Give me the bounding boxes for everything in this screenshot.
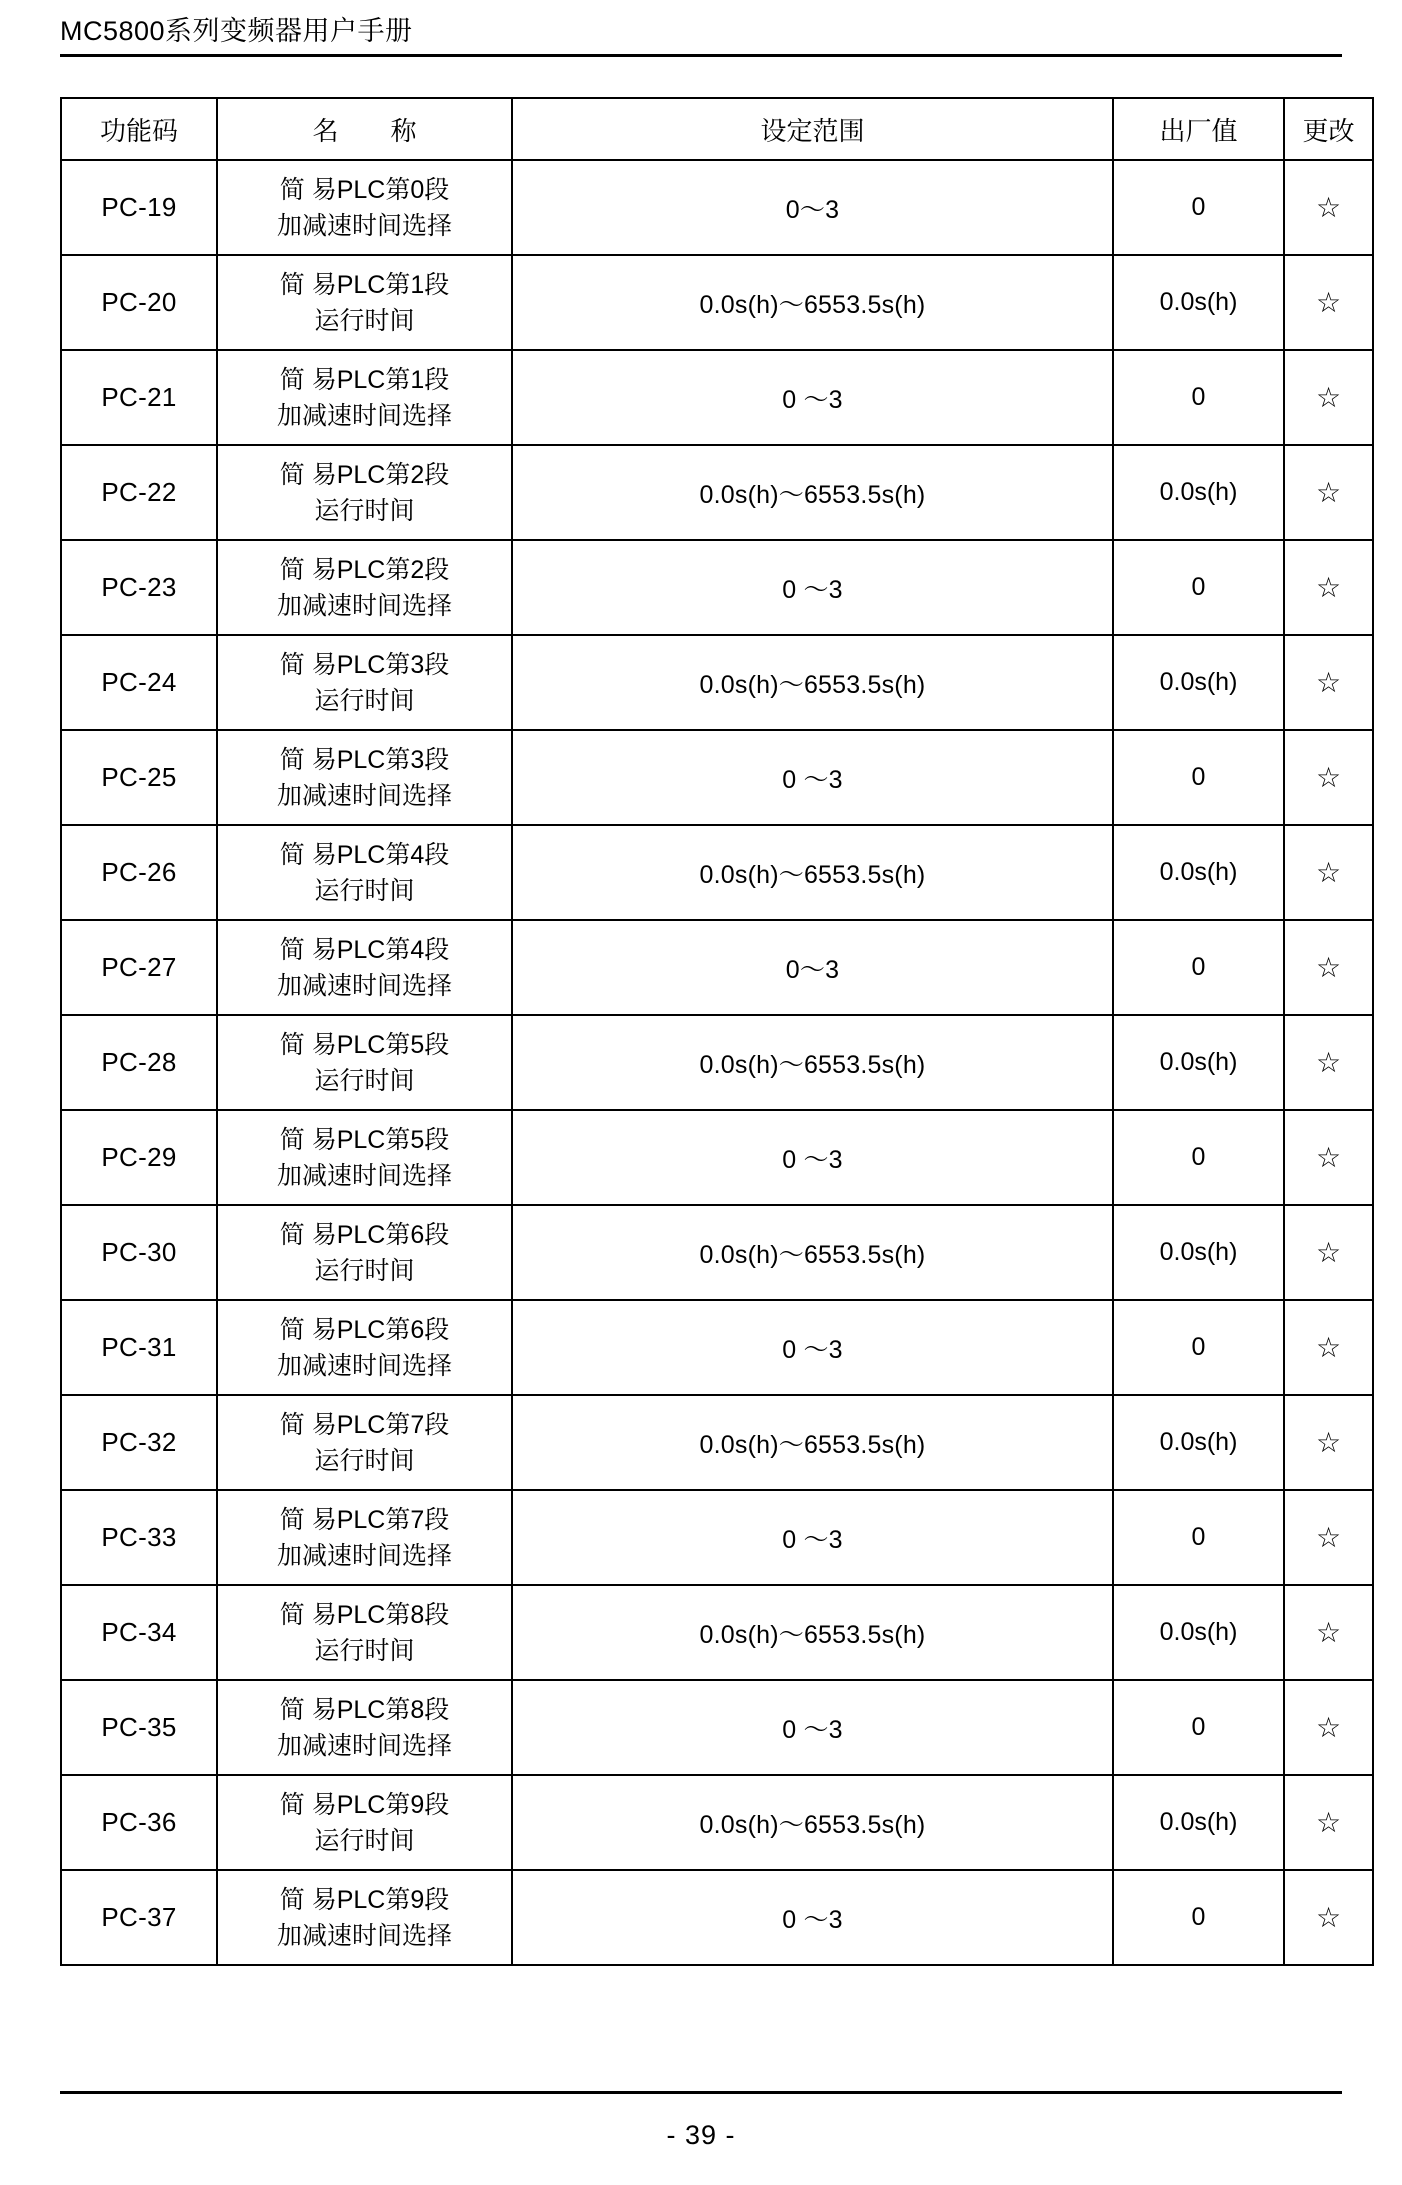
table-row [61,1205,1373,1300]
cell-function-code: PC-37 [61,1870,217,1965]
cell-name-line-1: 简 易PLC第4段 [279,935,450,964]
cell-setting-range: 0 ～3 [512,730,1113,825]
page-number: - 39 - [666,2120,736,2150]
cell-name [217,255,512,350]
cell-factory-value: 0.0s(h) [1113,1015,1284,1110]
cell-name [217,635,512,730]
cell-factory-value: 0.0s(h) [1113,635,1284,730]
table-row [61,635,1373,730]
cell-setting-range: 0 ～3 [512,1870,1113,1965]
cell-modify-symbol: ☆ [1284,1110,1373,1205]
cell-factory-value: 0 [1113,1680,1284,1775]
table-row [61,1300,1373,1395]
cell-factory-value: 0 [1113,350,1284,445]
cell-setting-range: 0 ～3 [512,350,1113,445]
table-row [61,160,1373,255]
cell-name [217,1300,512,1395]
cell-name-line-2: 加减速时间选择 [276,1161,452,1190]
cell-setting-range: 0.0s(h)～6553.5s(h) [512,255,1113,350]
cell-setting-range: 0.0s(h)～6553.5s(h) [512,1395,1113,1490]
cell-name-line-2: 加减速时间选择 [276,971,452,1000]
cell-name-line-1: 简 易PLC第2段 [279,555,450,584]
table-row [61,730,1373,825]
table-row [61,1490,1373,1585]
cell-factory-value: 0.0s(h) [1113,1395,1284,1490]
column-header-factory-value: 出厂值 [1113,98,1284,160]
table-body [61,160,1373,1965]
cell-modify-symbol: ☆ [1284,1870,1373,1965]
cell-name-line-1: 简 易PLC第3段 [279,650,450,679]
column-header-modify: 更改 [1284,98,1373,160]
cell-function-code: PC-28 [61,1015,217,1110]
page-footer [60,2091,1342,2151]
cell-factory-value: 0 [1113,920,1284,1015]
cell-name-line-2: 加减速时间选择 [276,1351,452,1380]
cell-function-code: PC-30 [61,1205,217,1300]
cell-name [217,1585,512,1680]
cell-name-line-1: 简 易PLC第6段 [279,1315,450,1344]
cell-function-code: PC-20 [61,255,217,350]
footer-divider [60,2091,1342,2094]
table-row [61,1585,1373,1680]
cell-name [217,350,512,445]
cell-name-line-2: 加减速时间选择 [276,1921,452,1950]
cell-function-code: PC-21 [61,350,217,445]
cell-function-code: PC-31 [61,1300,217,1395]
header-divider [60,54,1342,57]
cell-modify-symbol: ☆ [1284,1300,1373,1395]
cell-function-code: PC-23 [61,540,217,635]
cell-name-line-1: 简 易PLC第5段 [279,1030,450,1059]
cell-function-code: PC-25 [61,730,217,825]
cell-function-code: PC-27 [61,920,217,1015]
cell-name-line-1: 简 易PLC第9段 [279,1885,450,1914]
cell-name [217,1490,512,1585]
cell-setting-range: 0.0s(h)～6553.5s(h) [512,445,1113,540]
cell-name-line-2: 运行时间 [314,1636,415,1665]
table-row [61,255,1373,350]
cell-setting-range: 0 ～3 [512,1680,1113,1775]
cell-name-line-1: 简 易PLC第4段 [279,840,450,869]
cell-function-code: PC-35 [61,1680,217,1775]
cell-modify-symbol: ☆ [1284,825,1373,920]
cell-name-line-1: 简 易PLC第9段 [279,1790,450,1819]
cell-factory-value: 0.0s(h) [1113,1205,1284,1300]
document-title: MC5800系列变频器用户手册 [60,16,413,46]
cell-name-line-1: 简 易PLC第3段 [279,745,450,774]
cell-factory-value: 0 [1113,1490,1284,1585]
cell-name-line-1: 简 易PLC第5段 [279,1125,450,1154]
cell-name-line-1: 简 易PLC第8段 [279,1695,450,1724]
cell-name [217,1680,512,1775]
cell-function-code: PC-19 [61,160,217,255]
cell-modify-symbol: ☆ [1284,540,1373,635]
cell-setting-range: 0 ～3 [512,1490,1113,1585]
cell-name [217,540,512,635]
cell-factory-value: 0 [1113,540,1284,635]
cell-name-line-2: 运行时间 [314,1826,415,1855]
cell-factory-value: 0.0s(h) [1113,1775,1284,1870]
table-row [61,1870,1373,1965]
cell-modify-symbol: ☆ [1284,1490,1373,1585]
cell-name-line-2: 加减速时间选择 [276,401,452,430]
cell-name [217,825,512,920]
cell-factory-value: 0 [1113,1300,1284,1395]
cell-setting-range: 0.0s(h)～6553.5s(h) [512,1205,1113,1300]
cell-name [217,1015,512,1110]
cell-factory-value: 0 [1113,730,1284,825]
table-row [61,1775,1373,1870]
table-header [61,98,1373,160]
cell-modify-symbol: ☆ [1284,255,1373,350]
cell-modify-symbol: ☆ [1284,920,1373,1015]
cell-name-line-1: 简 易PLC第7段 [279,1410,450,1439]
parameter-table [60,97,1374,1966]
cell-name [217,1395,512,1490]
cell-function-code: PC-33 [61,1490,217,1585]
cell-modify-symbol: ☆ [1284,635,1373,730]
cell-name [217,445,512,540]
table-row [61,825,1373,920]
column-header-name: 名 称 [217,98,512,160]
table-row [61,350,1373,445]
cell-name [217,1775,512,1870]
cell-name-line-1: 简 易PLC第1段 [279,365,450,394]
cell-function-code: PC-36 [61,1775,217,1870]
cell-name-line-1: 简 易PLC第0段 [279,175,450,204]
table-row [61,445,1373,540]
cell-modify-symbol: ☆ [1284,160,1373,255]
cell-factory-value: 0 [1113,1110,1284,1205]
cell-factory-value: 0 [1113,160,1284,255]
cell-setting-range: 0.0s(h)～6553.5s(h) [512,1775,1113,1870]
table-header-row [61,98,1373,160]
cell-name-line-2: 运行时间 [314,1256,415,1285]
cell-setting-range: 0～3 [512,160,1113,255]
cell-name-line-2: 加减速时间选择 [276,1541,452,1570]
cell-name [217,160,512,255]
cell-name-line-2: 加减速时间选择 [276,1731,452,1760]
cell-setting-range: 0 ～3 [512,1300,1113,1395]
cell-name [217,1870,512,1965]
cell-setting-range: 0.0s(h)～6553.5s(h) [512,635,1113,730]
cell-name-line-1: 简 易PLC第6段 [279,1220,450,1249]
cell-name-line-2: 运行时间 [314,496,415,525]
cell-function-code: PC-29 [61,1110,217,1205]
cell-modify-symbol: ☆ [1284,350,1373,445]
cell-modify-symbol: ☆ [1284,445,1373,540]
cell-factory-value: 0.0s(h) [1113,825,1284,920]
table-row [61,540,1373,635]
table-row [61,1110,1373,1205]
cell-modify-symbol: ☆ [1284,1205,1373,1300]
cell-name-line-2: 运行时间 [314,876,415,905]
cell-setting-range: 0.0s(h)～6553.5s(h) [512,1585,1113,1680]
cell-function-code: PC-22 [61,445,217,540]
cell-name [217,1110,512,1205]
cell-name [217,920,512,1015]
cell-modify-symbol: ☆ [1284,1015,1373,1110]
table-row [61,1015,1373,1110]
cell-setting-range: 0～3 [512,920,1113,1015]
page-header [60,0,1342,57]
cell-name-line-2: 加减速时间选择 [276,211,452,240]
cell-factory-value: 0.0s(h) [1113,445,1284,540]
cell-function-code: PC-24 [61,635,217,730]
parameter-table-container [60,97,1355,1966]
column-header-code: 功能码 [61,98,217,160]
table-row [61,1680,1373,1775]
column-header-range: 设定范围 [512,98,1113,160]
cell-name-line-2: 运行时间 [314,1446,415,1475]
cell-name-line-1: 简 易PLC第2段 [279,460,450,489]
cell-setting-range: 0 ～3 [512,540,1113,635]
table-row [61,920,1373,1015]
cell-name-line-2: 运行时间 [314,306,415,335]
cell-modify-symbol: ☆ [1284,1775,1373,1870]
cell-name-line-1: 简 易PLC第7段 [279,1505,450,1534]
cell-name [217,1205,512,1300]
cell-name-line-2: 加减速时间选择 [276,781,452,810]
cell-name [217,730,512,825]
cell-function-code: PC-34 [61,1585,217,1680]
cell-modify-symbol: ☆ [1284,730,1373,825]
cell-function-code: PC-26 [61,825,217,920]
cell-factory-value: 0 [1113,1870,1284,1965]
cell-name-line-2: 运行时间 [314,686,415,715]
cell-modify-symbol: ☆ [1284,1585,1373,1680]
cell-setting-range: 0.0s(h)～6553.5s(h) [512,1015,1113,1110]
cell-setting-range: 0.0s(h)～6553.5s(h) [512,825,1113,920]
cell-function-code: PC-32 [61,1395,217,1490]
cell-factory-value: 0.0s(h) [1113,255,1284,350]
cell-setting-range: 0 ～3 [512,1110,1113,1205]
cell-factory-value: 0.0s(h) [1113,1585,1284,1680]
cell-name-line-2: 运行时间 [314,1066,415,1095]
cell-modify-symbol: ☆ [1284,1680,1373,1775]
table-row [61,1395,1373,1490]
cell-modify-symbol: ☆ [1284,1395,1373,1490]
cell-name-line-2: 加减速时间选择 [276,591,452,620]
cell-name-line-1: 简 易PLC第8段 [279,1600,450,1629]
cell-name-line-1: 简 易PLC第1段 [279,270,450,299]
